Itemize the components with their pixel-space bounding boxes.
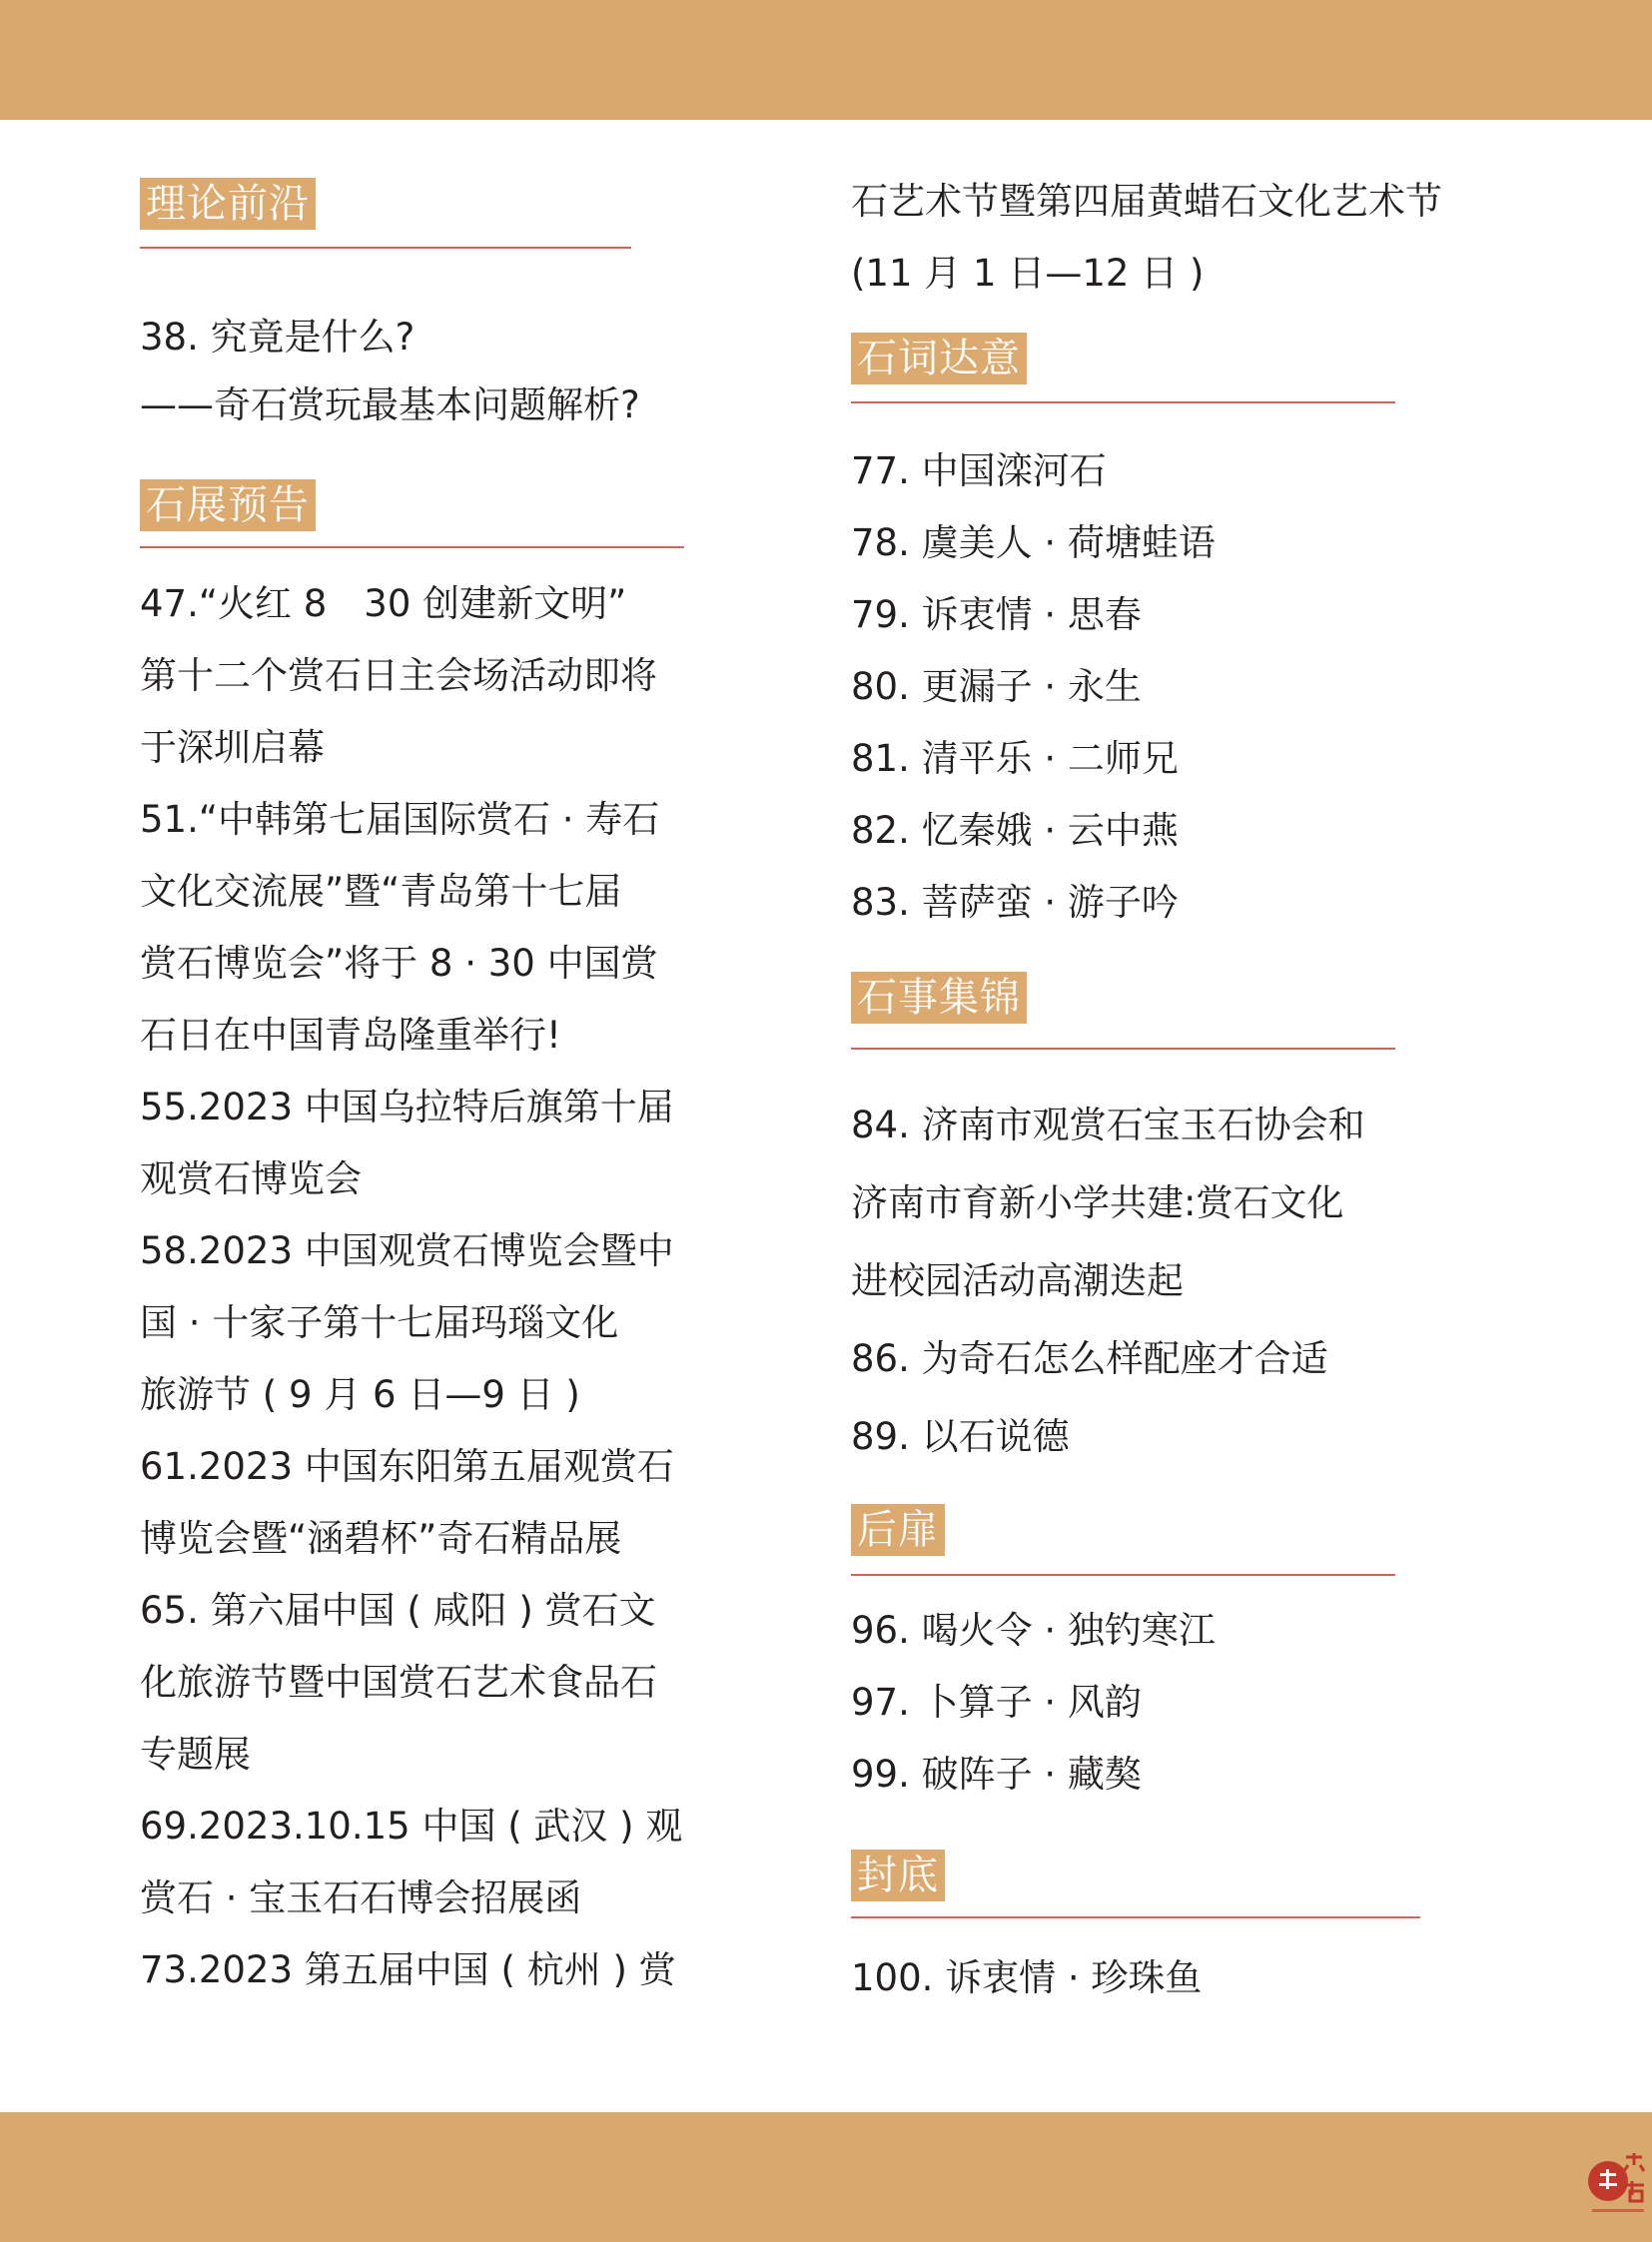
- toc-entry[interactable]: 化旅游节暨中国赏石艺术食品石: [140, 1661, 657, 1704]
- toc-entry[interactable]: 石艺术节暨第四届黄蜡石文化艺术节: [851, 180, 1442, 223]
- section-heading-back: [851, 1504, 945, 1556]
- section-tag: 封底: [851, 1850, 945, 1901]
- toc-entry[interactable]: 86. 为奇石怎么样配座才合适: [851, 1337, 1328, 1380]
- toc-entry[interactable]: 80. 更漏子 · 永生: [851, 665, 1142, 708]
- toc-entry[interactable]: 旅游节 ( 9 月 6 日—9 日 ): [140, 1373, 580, 1416]
- toc-entry[interactable]: 赏石博览会”将于 8 · 30 中国赏: [140, 942, 658, 985]
- toc-entry[interactable]: 51.“中韩第七届国际赏石 · 寿石: [140, 798, 660, 841]
- toc-entry[interactable]: 47.“火红 8 30 创建新文明”: [140, 582, 627, 625]
- toc-entry[interactable]: 77. 中国滦河石: [851, 449, 1107, 492]
- toc-list-cover: [851, 1942, 1202, 2014]
- section-heading-events: [851, 972, 1027, 1024]
- toc-entry[interactable]: 国 · 十家子第十七届玛瑙文化: [140, 1301, 619, 1344]
- toc-entry[interactable]: 观赏石博览会: [140, 1157, 362, 1200]
- toc-entry[interactable]: 97. 卜算子 · 风韵: [851, 1681, 1142, 1724]
- toc-entry[interactable]: 专题展: [140, 1733, 251, 1776]
- top-band: [0, 0, 1652, 120]
- toc-entry[interactable]: 83. 菩萨蛮 · 游子吟: [851, 881, 1179, 924]
- toc-entry[interactable]: 81. 清平乐 · 二师兄: [851, 737, 1179, 780]
- toc-list-poems: [851, 435, 1216, 939]
- toc-entry[interactable]: 65. 第六届中国 ( 咸阳 ) 赏石文: [140, 1589, 656, 1632]
- toc-entry[interactable]: 79. 诉衷情 · 思春: [851, 593, 1142, 636]
- section-divider: [851, 1916, 1420, 1918]
- toc-entry[interactable]: 58.2023 中国观赏石博览会暨中: [140, 1229, 674, 1272]
- toc-entry[interactable]: 赏石 · 宝玉石石博会招展函: [140, 1876, 582, 1919]
- section-tag: 后扉: [851, 1504, 945, 1556]
- section-tag: 石词达意: [851, 333, 1027, 384]
- section-divider: [851, 1574, 1395, 1576]
- toc-entry[interactable]: 第十二个赏石日主会场活动即将: [140, 654, 657, 697]
- toc-entry[interactable]: 78. 虞美人 · 荷塘蛙语: [851, 521, 1216, 564]
- toc-entry[interactable]: 73.2023 第五届中国 ( 杭州 ) 赏: [140, 1948, 676, 1991]
- toc-entry[interactable]: 石日在中国青岛隆重举行!: [140, 1014, 561, 1057]
- toc-entry[interactable]: 进校园活动高潮迭起: [851, 1259, 1184, 1302]
- section-tag: 石展预告: [140, 479, 316, 531]
- toc-entry[interactable]: 82. 忆秦娥 · 云中燕: [851, 809, 1179, 852]
- section-heading-preview: [140, 479, 316, 531]
- toc-entry[interactable]: 济南市育新小学共建:赏石文化: [851, 1181, 1344, 1224]
- toc-entry[interactable]: 89. 以石说德: [851, 1415, 1070, 1458]
- toc-entry[interactable]: 文化交流展”暨“青岛第十七届: [140, 870, 622, 913]
- toc-entry[interactable]: 博览会暨“涵碧杯”奇石精品展: [140, 1517, 622, 1560]
- section-heading-poems: [851, 333, 1027, 384]
- toc-list-preview: [140, 568, 682, 2006]
- toc-entry[interactable]: 38. 究竟是什么?: [140, 316, 415, 359]
- section-tag: 石事集锦: [851, 972, 1027, 1024]
- bottom-band: [0, 2112, 1652, 2242]
- toc-entry[interactable]: 于深圳启幕: [140, 726, 325, 769]
- toc-entry[interactable]: (11 月 1 日—12 日 ): [851, 252, 1205, 295]
- toc-list-theory: [140, 304, 640, 439]
- seal-logo-icon: [1586, 2147, 1648, 2219]
- toc-entry[interactable]: 96. 喝火令 · 独钓寒江: [851, 1609, 1216, 1652]
- toc-list-continued: [851, 166, 1442, 310]
- section-tag: 理论前沿: [140, 178, 316, 230]
- toc-entry[interactable]: ——奇石赏玩最基本问题解析?: [140, 383, 640, 426]
- toc-entry[interactable]: 99. 破阵子 · 藏獒: [851, 1753, 1142, 1796]
- toc-entry[interactable]: 100. 诉衷情 · 珍珠鱼: [851, 1956, 1203, 1999]
- toc-entry[interactable]: 69.2023.10.15 中国 ( 武汉 ) 观: [140, 1805, 683, 1848]
- section-divider: [140, 247, 631, 249]
- section-divider: [851, 1048, 1395, 1050]
- section-divider: [851, 401, 1395, 403]
- section-divider: [140, 546, 684, 548]
- toc-entry[interactable]: 84. 济南市观赏石宝玉石协会和: [851, 1104, 1365, 1146]
- toc-list-back: [851, 1595, 1216, 1811]
- toc-entry[interactable]: 61.2023 中国东阳第五届观赏石: [140, 1445, 674, 1488]
- toc-list-events: [851, 1087, 1365, 1476]
- section-heading-theory: [140, 178, 316, 230]
- section-heading-cover: [851, 1850, 945, 1901]
- toc-entry[interactable]: 55.2023 中国乌拉特后旗第十届: [140, 1086, 674, 1128]
